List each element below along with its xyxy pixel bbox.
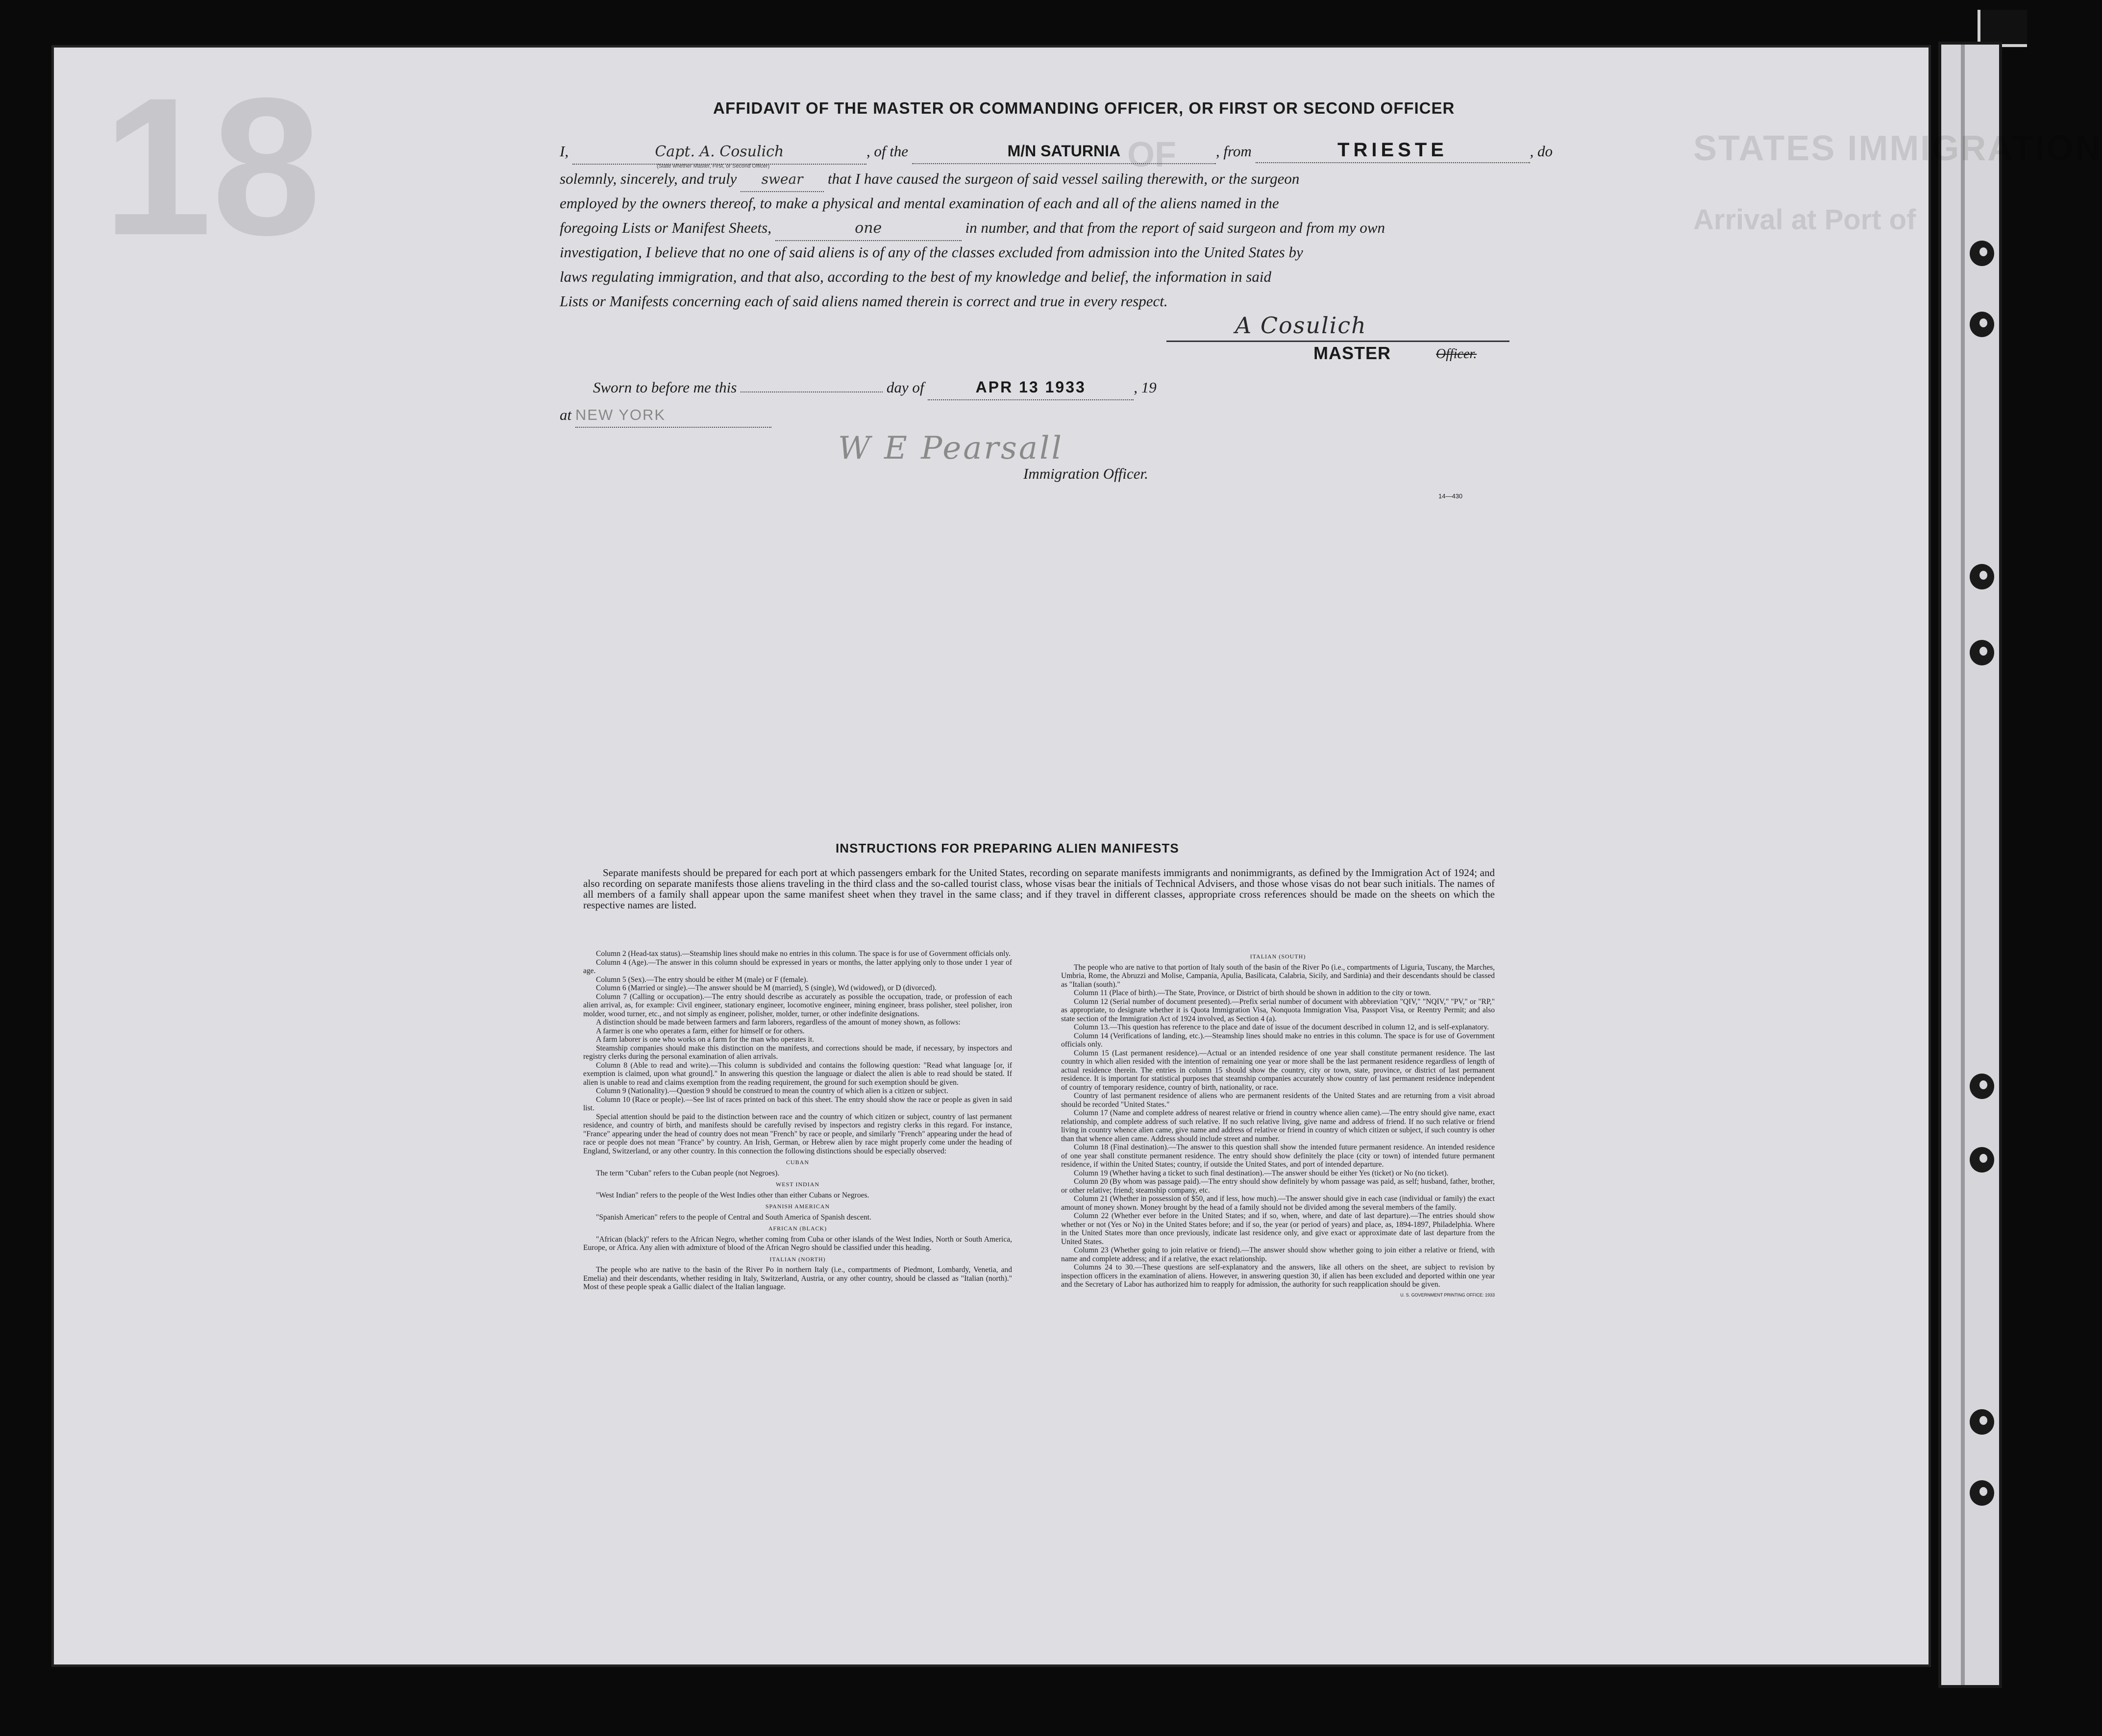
sworn-day-blank xyxy=(741,391,883,392)
binder-rail xyxy=(1961,45,1965,1685)
right-paragraph: Column 15 (Last permanent residence).—Actual or an intended residence of one year shall constitute permanent residence. The last country in which alien resided with the intention of remaining one year or more shall be the last permanent residence regardless of length of actual residence therein. The entries in column 15 should show the country, city or town, state, province, or district of last permanent residence. It is important for statistical purposes that steamship companies accurately show country of last permanent residence independent of country of temporary residence, country of birth, nationality, or race. xyxy=(1061,1049,1495,1092)
right-paragraph: Column 14 (Verifications of landing, etc.).—Steamship lines should make no entries in this column. The space is for use of Government officials only. xyxy=(1061,1031,1495,1049)
year-prefix: , 19 xyxy=(1134,379,1157,396)
left-paragraph: Steamship companies should make this distinction on the manifests, and corrections should be made, if necessary, by inspectors and registry clerks during the personal examination of alien arrivals. xyxy=(583,1044,1012,1061)
affidavit-title: AFFIDAVIT OF THE MASTER OR COMMANDING OFFICER, OR FIRST OR SECOND OFFICER xyxy=(713,99,1455,117)
binder-hole-icon xyxy=(1970,1480,1994,1506)
immigration-officer-label: Immigration Officer. xyxy=(1023,465,1148,482)
officer-struck: Officer. xyxy=(1436,346,1477,362)
binder-hole-icon xyxy=(1970,1147,1994,1173)
binder-hole-icon xyxy=(1970,312,1994,337)
day-of-text: day of xyxy=(886,379,924,396)
italian-north-text: The people who are native to the basin of the River Po in northern Italy (i.e., compartments of Piedmont, Lombardy, Venetia, and Emelia) and their descendants, whether residing in Italy, Switzerland, Austria, or any other country, should be classed as "Italian (north)." Most of these people speak a Gallic dialect of the Italian language. xyxy=(583,1266,1012,1291)
printer-imprint: U. S. GOVERNMENT PRINTING OFFICE: 1933 xyxy=(1400,1292,1495,1297)
affidavit-line-2 xyxy=(560,167,1299,192)
binder-hole-icon xyxy=(1970,564,1994,589)
sworn-label: Sworn to before me this xyxy=(593,379,737,396)
at-label: at xyxy=(560,406,572,423)
italian-south-heading: ITALIAN (SOUTH) xyxy=(1250,953,1306,960)
left-paragraph: Column 10 (Race or people).—See list of races printed on back of this sheet. The entry should show the race or people as given in said list. xyxy=(583,1095,1012,1112)
left-paragraph: Column 4 (Age).—The answer in this column should be expressed in years or months, the latter applying only to those under 1 year of age. xyxy=(583,958,1012,975)
sheets-count-field: one xyxy=(775,216,962,241)
instructions-block xyxy=(583,867,1495,1297)
right-paragraph: Column 23 (Whether going to join relative or friend).—The answer should show whether going to join either a relative or friend, with name and complete address; and if a relative, the exact relationship. xyxy=(1061,1246,1495,1263)
binder-strip xyxy=(1938,42,2002,1688)
left-paragraph: Column 6 (Married or single).—The answer should be M (married), S (single), Wd (widowed), or D (divorced). xyxy=(596,984,937,992)
line4-a: foregoing Lists or Manifest Sheets, xyxy=(560,219,771,236)
instructions-title: INSTRUCTIONS FOR PREPARING ALIEN MANIFESTS xyxy=(836,841,1179,856)
left-paragraph: Column 8 (Able to read and write).—This column is subdivided and contains the following question: "Read what language [or, if exemption is claimed, upon what ground]." In answering this question the language or dialect the alien is able to read should be stated. If alien is unable to read and claims exemption from the reading requirement, the ground for such exemption should be given. xyxy=(583,1061,1012,1087)
left-paragraph: Column 2 (Head-tax status).—Steamship lines should make no entries in this column. The space is for use of Government officials only. xyxy=(596,950,1011,958)
right-paragraph: Column 18 (Final destination).—The answer to this question shall show the intended future permanent residence. An intended residence of one year shall constitute permanent residence. The entry should show definitely the place (city or town) of intended future permanent residence, if within the United States; country, if outside the United States, and port of intended departure. xyxy=(1061,1143,1495,1169)
binder-hole-icon xyxy=(1970,640,1994,665)
sworn-line xyxy=(593,375,1157,400)
form-number: 14—430 xyxy=(1438,492,1463,500)
right-paragraph: The people who are native to that portion of Italy south of the basin of the River Po (i.e., compartments of Liguria, Tuscany, the Marches, Umbria, Rome, the Abruzzi and Molise, Campania, Apulia, Basilicata, Calabria, Sicily, and Sardinia) and their descendants should be classed as "Italian (south)." xyxy=(1061,963,1495,989)
african-heading: AFRICAN (BLACK) xyxy=(768,1225,827,1232)
west-indian-text: "West Indian" refers to the people of the West Indies other than either Cubans or Negroes. xyxy=(596,1191,869,1199)
right-paragraph: Columns 24 to 30.—These questions are self-explanatory and the answers, like all others on the sheet, are subject to revision by inspection officers in the examination of aliens. However, in answering question 30, if alien has been excluded and deported within one year and the Secretary of Labor has authorized him to reapply for admission, the authority for such reapplication should be given. xyxy=(1061,1263,1495,1289)
binder-hole-icon xyxy=(1970,241,1994,266)
right-paragraph: Column 12 (Serial number of document presented).—Prefix serial number of document with abbreviation "QIV," "NQIV," "PV," or "RP," as appropriate, to designate whether it is Quota Immigration Visa, Nonquota Immigration Visa, Passport Visa, or Reentry Permit; and also state section of the Immigration Act of 1924 involved, as Section 4 (a). xyxy=(1061,997,1495,1023)
swear-field: swear xyxy=(741,167,824,192)
sworn-date-stamp: APR 13 1933 xyxy=(928,375,1134,400)
of-the-text: , of the xyxy=(866,143,909,160)
left-paragraph: A farm laborer is one who works on a farm for the man who operates it. xyxy=(596,1035,815,1044)
left-paragraph: A farmer is one who operates a farm, either for himself or for others. xyxy=(596,1027,805,1035)
right-paragraph: Column 19 (Whether having a ticket to such final destination).—The answer should be either Yes (ticket) or No (no ticket). xyxy=(1074,1169,1449,1177)
right-paragraph: Country of last permanent residence of aliens who are permanent residents of the United States and are returning from a visit abroad should be recorded "United States." xyxy=(1061,1092,1495,1109)
spanish-american-heading: SPANISH AMERICAN xyxy=(765,1203,830,1210)
right-paragraph: Column 11 (Place of birth).—The State, Province, or District of birth should be shown in addition to the city or town. xyxy=(1074,989,1431,997)
at-line xyxy=(560,403,771,428)
immigration-officer-signature: W E Pearsall xyxy=(838,430,1063,466)
bleed-through-header: STATES IMMIGRATION xyxy=(1693,129,2102,168)
cuban-text: The term "Cuban" refers to the Cuban people (not Negroes). xyxy=(596,1169,780,1177)
officer-name-field: Capt. A. Cosulich xyxy=(572,140,866,165)
affidavit-line-5: investigation, I believe that no one of said aliens is of any of the classes excluded from admission into the United States by xyxy=(560,244,1303,261)
african-text: "African (black)" refers to the African Negro, whether coming from Cuba or other islands of the West Indies, North or South America, Europe, or Africa. Any alien with admixture of blood of the African Negro should be classified under this heading. xyxy=(583,1235,1012,1252)
bleed-through-subheader: Arrival at Port of xyxy=(1693,204,1916,236)
port-field: TRIESTE xyxy=(1256,138,1530,163)
place-stamp: NEW YORK xyxy=(575,403,771,428)
line2-b: that I have caused the surgeon of said vessel sailing therewith, or the surgeon xyxy=(827,170,1300,187)
line4-b: in number, and that from the report of said surgeon and from my own xyxy=(965,219,1385,236)
do-text: , do xyxy=(1530,143,1553,160)
left-paragraph: Column 7 (Calling or occupation).—The entry should describe as accurately as possible the occupation, trade, or profession of each alien arrival, as, for example: Civil engineer, stationary engineer, locomotive engineer, mining engineer, brass polisher, steel polisher, iron molder, wood turner, etc., and not simply as engineer, polisher, molder, turner, or other indefinite designations. xyxy=(583,992,1012,1018)
right-paragraph: Column 22 (Whether ever before in the United States; and if so, when, where, and date of last departure).—The entries should show whether or not (Yes or No) in the United States before; and if so, the year (or period of years) and place, as, 1894-1897, Philadelphia. Where in the United States more than once previously, indicate last residence only, and give exact or approximate date of last departure from the United States. xyxy=(1061,1212,1495,1246)
line2-a: solemnly, sincerely, and truly xyxy=(560,170,737,187)
from-text: , from xyxy=(1215,143,1252,160)
master-signature-line xyxy=(1166,312,1509,342)
right-paragraph: Column 17 (Name and complete address of nearest relative or friend in country whence alien came).—The entry should give name, exact relationship, and complete address of such relative. If no such relative living, give name and address of friend. If no such relative or friend living in country whence alien came, give name and address of relative or friend in country of which citizen or subject, if such country is other than that whence alien came. Address should include street and number. xyxy=(1061,1109,1495,1143)
left-paragraph: Column 9 (Nationality).—Question 9 should be construed to mean the country of which alien is a citizen or subject. xyxy=(596,1087,948,1095)
affidavit-line-1 xyxy=(560,138,1553,165)
left-paragraph: Column 5 (Sex).—The entry should be either M (male) or F (female). xyxy=(596,975,808,984)
italian-north-heading: ITALIAN (NORTH) xyxy=(769,1255,826,1263)
bleed-through-text: OF xyxy=(1127,135,1176,174)
affidavit-i: I, xyxy=(560,143,569,160)
bleed-through-number: 18 xyxy=(103,57,321,276)
vessel-field: M/N SATURNIA xyxy=(912,139,1216,164)
instructions-intro: Separate manifests should be prepared for each port at which passengers embark for the United States, recording on separate manifests immigrants and nonimmigrants, as defined by the Immigration Act of 1924; and also recording on separate manifests those aliens traveling in the third class and the so-called tourist class, whose visas bear the initials of Technical Advisers, and those whose visas do not bear such initials. The names of all members of a family shall appear upon the same manifest sheet when they travel in the same class; and if they travel in different classes, appropriate cross references should be made on the sheets on which the respective names are listed. xyxy=(583,867,1495,911)
instructions-left-column xyxy=(583,950,1012,1292)
right-paragraph: Column 21 (Whether in possession of $50, and if less, how much).—The answer should give in each case (individual or family) the exact amount of money shown. Money brought by the head of a family should not be divided among the several members of the family. xyxy=(1061,1195,1495,1212)
binder-hole-icon xyxy=(1970,1409,1994,1435)
right-paragraph: Column 20 (By whom was passage paid).—The entry should show definitely by whom passage was paid, as self; husband, father, brother, or other relative; friend; steamship company, etc. xyxy=(1061,1177,1495,1195)
affidavit-line-3: employed by the owners thereof, to make a physical and mental examination of each and all of the aliens named in the xyxy=(560,195,1279,212)
affidavit-line-4 xyxy=(560,216,1385,241)
spanish-american-text: "Spanish American" refers to the people of Central and South America of Spanish descent. xyxy=(596,1213,871,1222)
right-paragraph: Column 13.—This question has reference to the place and date of issue of the document described in column 12, and is self-explanatory. xyxy=(1074,1023,1489,1031)
affidavit-line-6: laws regulating immigration, and that also, according to the best of my knowledge and belief, the information in said xyxy=(560,268,1272,285)
master-label: MASTER xyxy=(1313,343,1391,363)
instructions-right-column xyxy=(1061,950,1495,1299)
left-paragraph: A distinction should be made between farmers and farm laborers, regardless of the amount of money shown, as follows: xyxy=(596,1018,961,1027)
cuban-heading: CUBAN xyxy=(786,1159,809,1166)
master-signature: A Cosulich xyxy=(1235,312,1367,339)
affidavit-line-7: Lists or Manifests concerning each of said aliens named therein is correct and true in every respect. xyxy=(560,293,1168,310)
officer-hint: (State whether Master, First, or Second Officer) xyxy=(657,163,770,169)
binder-hole-icon xyxy=(1970,1074,1994,1099)
west-indian-heading: WEST INDIAN xyxy=(775,1181,820,1188)
left-paragraph: Special attention should be paid to the distinction between race and the country of which citizen or subject, country of last permanent residence, and country of birth, and manifests should be carefully revised by inspectors and registry clerks in this regard. For instance, "France" appearing under the head of country does not mean "French" by race or people, and similarly "French" appearing under the head of race or people does not mean "France" by country. An Irish, German, or Hebrew alien by race might properly come under the heading of England, Switzerland, or any other country. In this connection the following distinctions should be especially observed: xyxy=(583,1112,1012,1155)
